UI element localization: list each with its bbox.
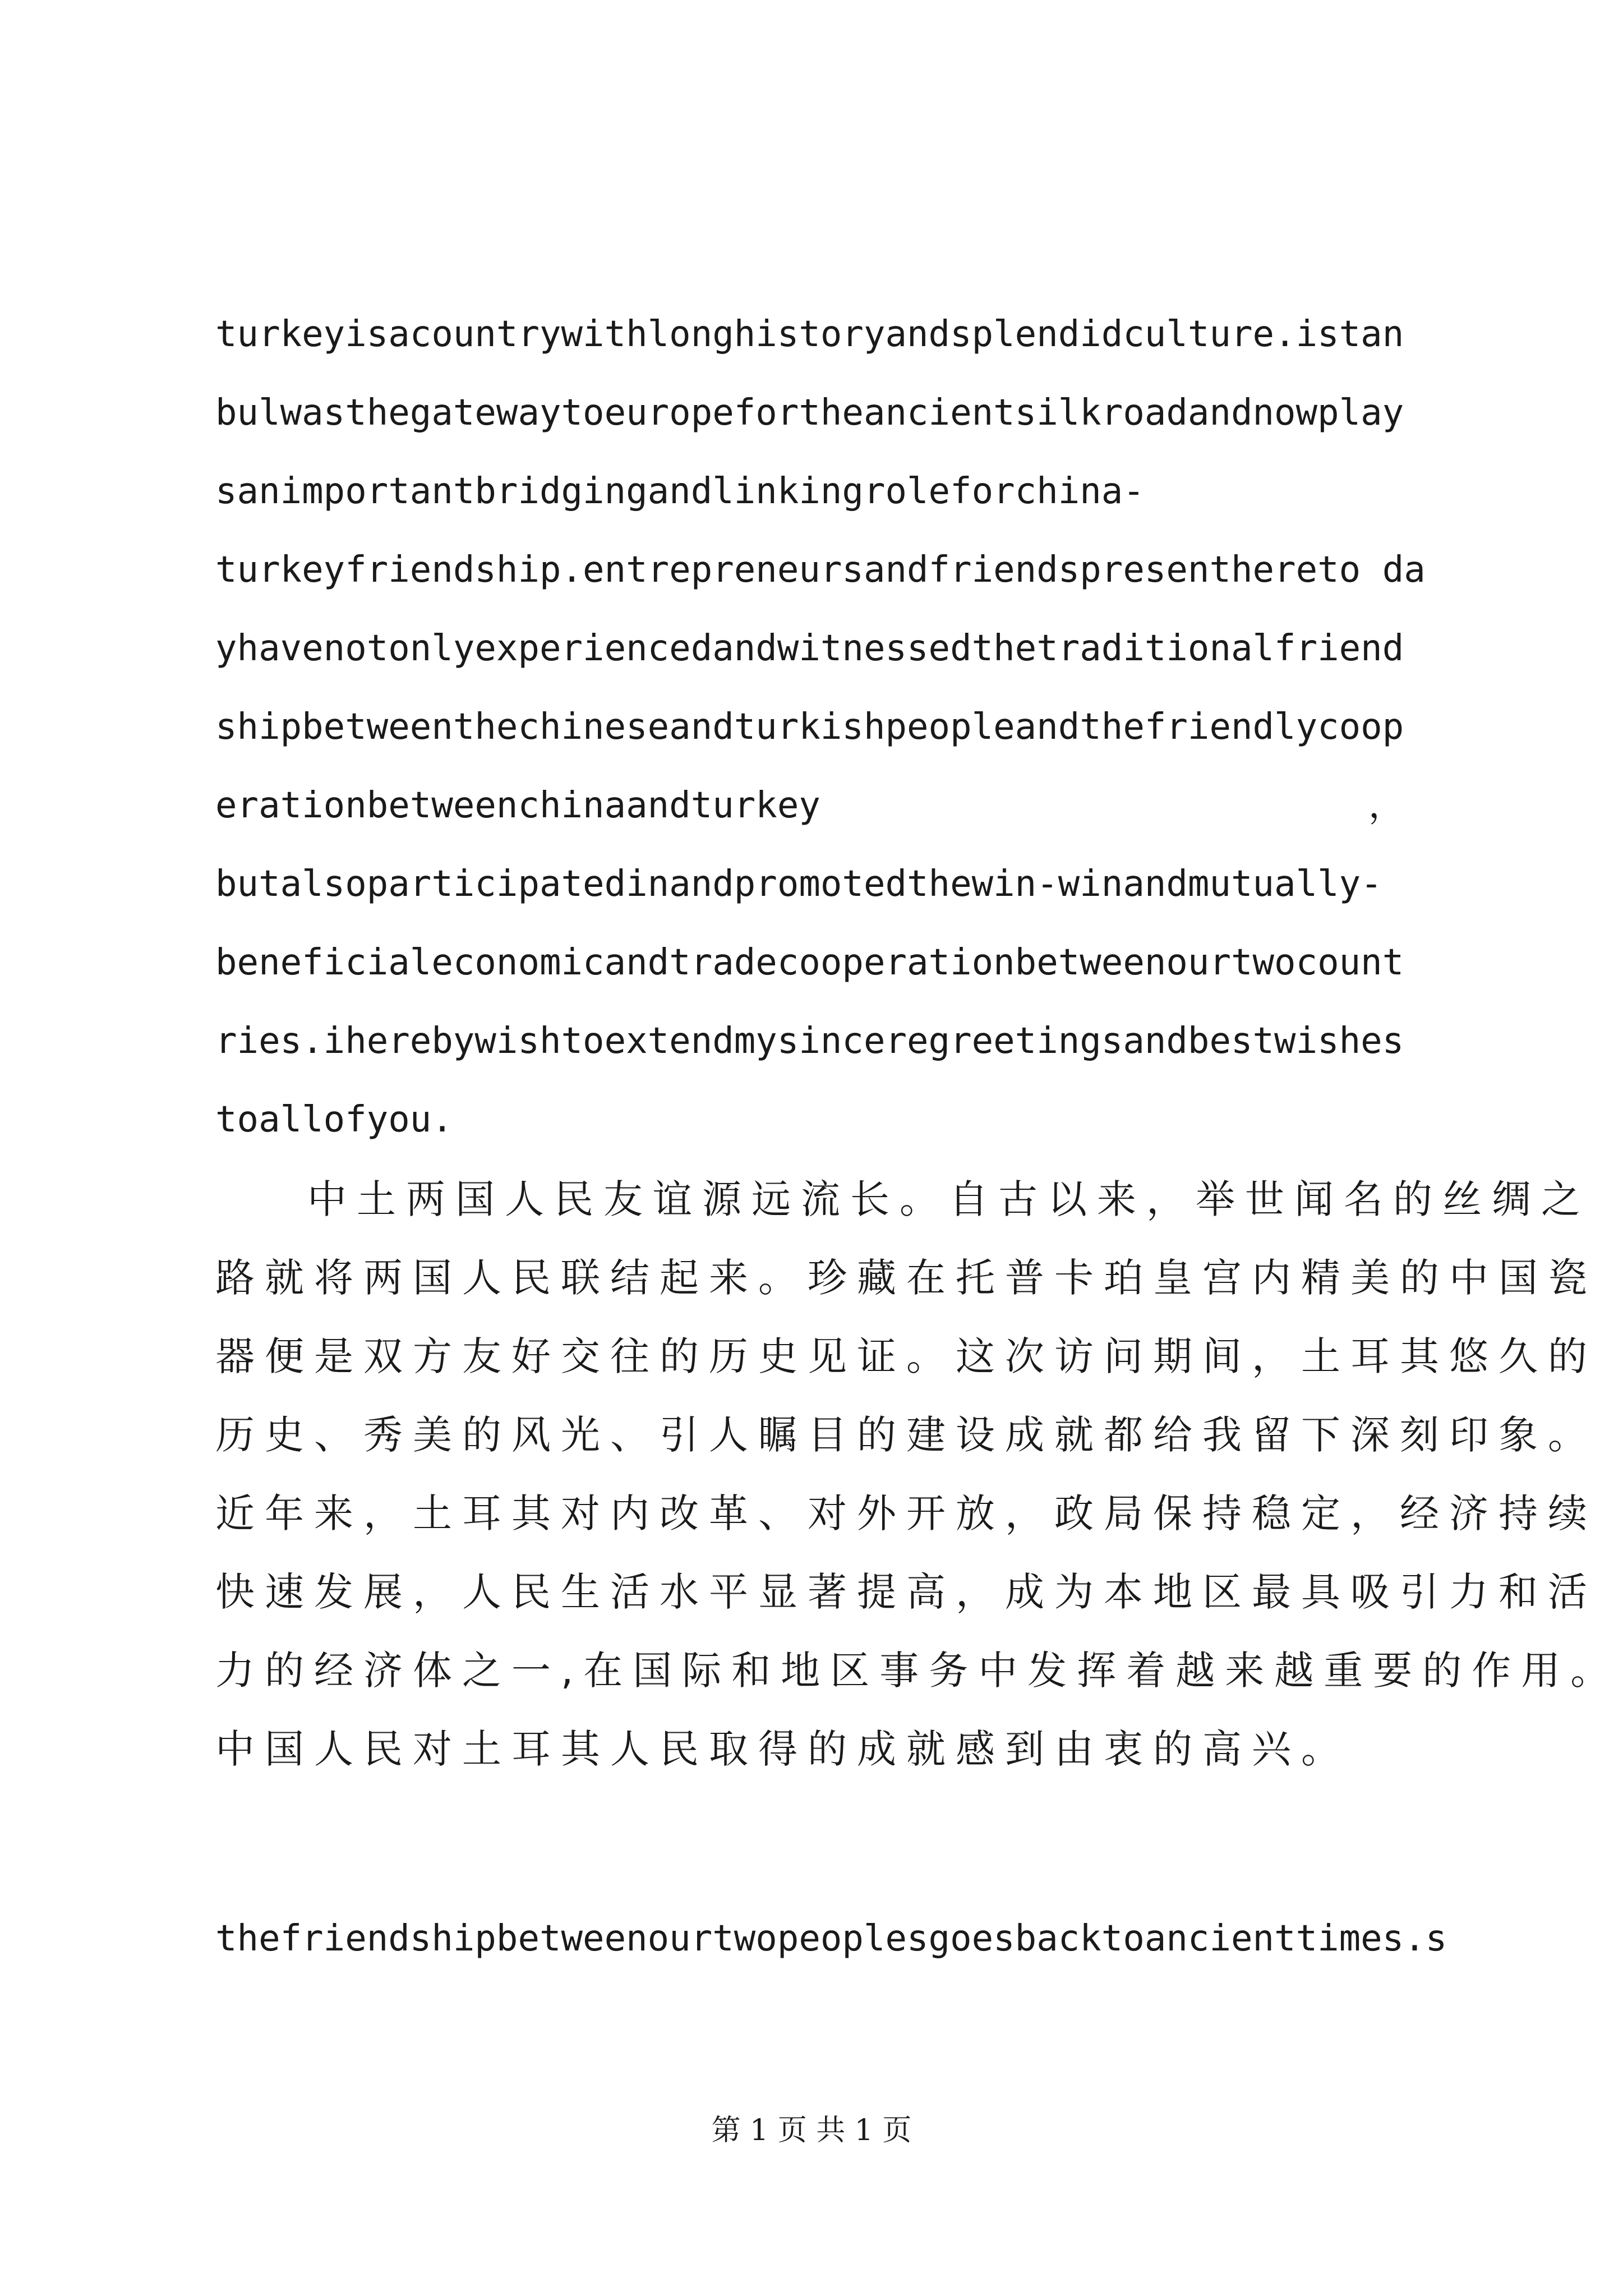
en-line-10: ries.iherebywishtoextendmysinceregreetingsandbestwishes: [215, 1020, 1404, 1062]
en-line-1: turkeyisacountrywithlonghistoryandsplendidculture.istan: [215, 314, 1404, 355]
zh-line-6: 快速发展，人民生活水平显著提高，成为本地区最具吸引力和活: [215, 1569, 1597, 1615]
en-line-8: butalsoparticipatedinandpromotedthewin-winandmutually-: [215, 863, 1382, 905]
en-line-6: shipbetweenthechineseandturkishpeopleandthefriendlycoop: [215, 706, 1404, 748]
en-line-2: bulwasthegatewaytoeuropefortheancientsilkroadandnowplay: [215, 392, 1404, 434]
zh-line-2: 路就将两国人民联结起来。珍藏在托普卡珀皇宫内精美的中国瓷: [215, 1255, 1597, 1301]
en-line-7: erationbetweenchinaandturkey: [215, 785, 820, 826]
page-footer: 第 1 页 共 1 页: [711, 2114, 912, 2147]
zh-line-4: 历史、秀美的风光、引人瞩目的建设成就都给我留下深刻印象。: [215, 1412, 1597, 1458]
zh-line-8: 中国人民对土耳其人民取得的成就感到由衷的高兴。: [215, 1726, 1350, 1772]
en-line-11: toallofyou.: [215, 1099, 453, 1140]
zh-line-7: 力的经济体之一,在国际和地区事务中发挥着越来越重要的作用。: [215, 1648, 1620, 1694]
en-line-5: yhavenotonlyexperiencedandwitnessedthetraditionalfriend: [215, 628, 1404, 669]
en2-line-1: thefriendshipbetweenourtwopeoplesgoesbacktoancienttimes.s: [215, 1918, 1447, 1959]
en-line-3: sanimportantbridgingandlinkingroleforchina-: [215, 471, 1145, 512]
zh-line-5: 近年来，土耳其对内改革、对外开放，政局保持稳定，经济持续: [215, 1490, 1597, 1536]
zh-line-3: 器便是双方友好交往的历史见证。这次访问期间，土耳其悠久的: [215, 1333, 1597, 1379]
en-line-7-comma: ，: [1368, 785, 1404, 826]
zh-line-1: 中土两国人民友谊源远流长。自古以来，举世闻名的丝绸之: [307, 1176, 1590, 1222]
en-line-4: turkeyfriendship.entrepreneursandfriendspresenthereto da: [215, 549, 1426, 591]
en-line-9: beneficialeconomicandtradecooperationbetweenourtwocount: [215, 942, 1404, 983]
